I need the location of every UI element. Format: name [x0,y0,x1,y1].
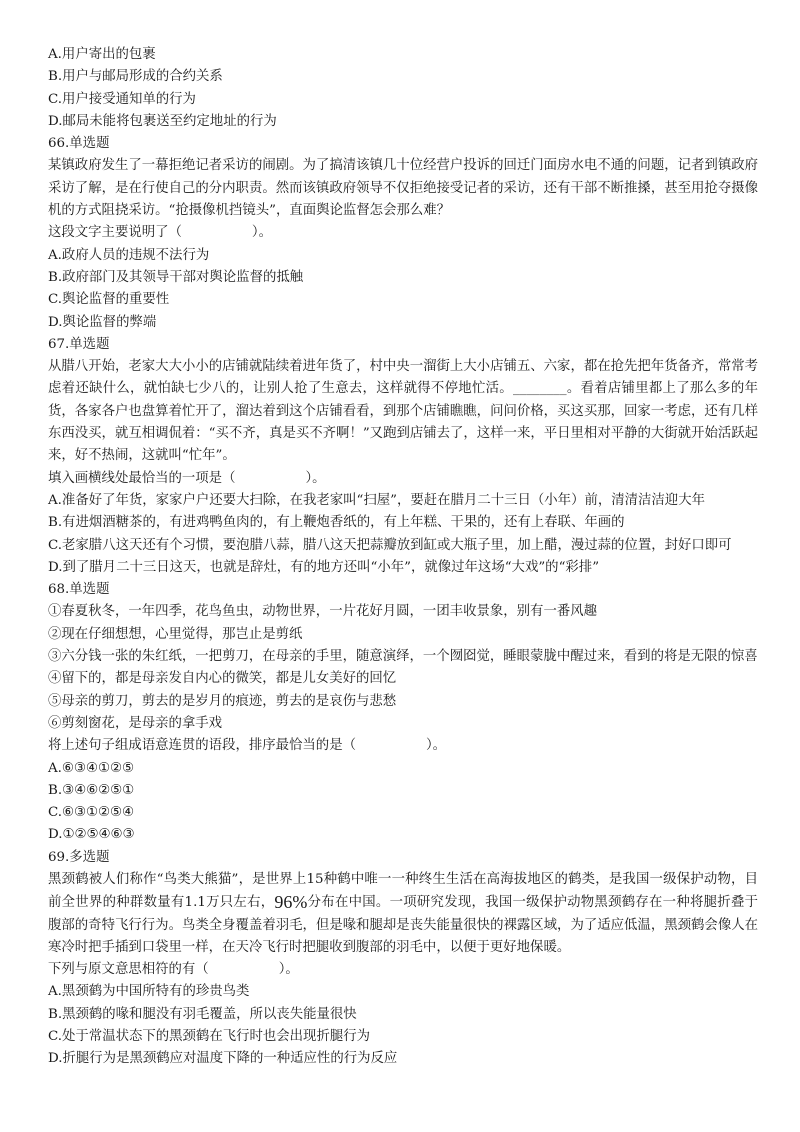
q66-option-c: C.舆论监督的重要性 [48,292,170,308]
exam-page [48,44,758,1071]
q67-option-a: A.准备好了年货，家家户户还要大扫除，在我老家叫“扫屋”，要赶在腊月二十三日（小年）前，清清洁洁迎大年 [48,492,705,508]
q66-option-b: B.政府部门及其领导干部对舆论监督的抵触 [48,269,304,285]
q66-header: 66.单选题 [48,136,110,152]
q68-stem [48,735,758,757]
q66-stem [48,222,758,244]
q67-option-b: B.有进烟酒糖茶的，有进鸡鸭鱼肉的，有上鞭炮香纸的，有上年糕、干果的，还有上春联、年画的 [48,515,625,531]
q68-sentence-5: ⑤母亲的剪刀，剪去的是岁月的痕迹，剪去的是哀伤与悲愁 [48,693,397,709]
q68-sentence-2: ②现在仔细想想，心里觉得，那岂止是剪纸 [48,626,303,642]
q67-stem [48,468,758,490]
q66-stem-b: ）。 [251,225,272,241]
question-68 [48,579,758,847]
q68-option-a: A.⑥③④①②⑤ [48,760,134,776]
question-66 [48,133,758,334]
q69-passage [48,869,758,959]
q65-option-c: C.用户接受通知单的行为 [48,91,196,107]
q66-option-a: A.政府人员的违规不法行为 [48,247,210,263]
q69-percent: 96% [274,892,308,913]
q69-stem-a: 下列与原文意思相符的有（ [48,962,209,978]
q68-option-d: D.①②⑤④⑥③ [48,827,135,843]
q65-options [48,44,758,133]
q69-option-d: D.折腿行为是黑颈鹤应对温度下降的一种适应性的行为反应 [48,1051,398,1067]
q69-option-b: B.黑颈鹤的喙和腿没有羽毛覆盖，所以丧失能量很快 [48,1006,357,1022]
q67-stem-b: ）。 [305,470,326,486]
question-69 [48,847,758,1071]
q66-option-d: D.舆论监督的弊端 [48,314,157,330]
q69-option-a: A.黑颈鹤为中国所特有的珍贵鸟类 [48,984,250,1000]
q68-stem-b: ）。 [425,738,447,754]
q69-stem-b: ）。 [278,962,299,978]
q68-header: 68.单选题 [48,582,110,598]
q67-passage: 从腊八开始，老家大大小小的店铺就陆续着进年货了，村中央一溜街上大小店铺五、六家，都在抢先把年货备齐，常常考虑着还缺什么，就怕缺七少八的，让别人抢了生意去，这样就得不停地忙活。________。看着店铺里都上了那么多的年货，各家各户也盘算着忙开了，溜达着到这个店铺看看，到那个店铺瞧瞧，问问价格，买这买那，回家一考虑，还有几样东西没买，就互相调侃着：“买不齐，真是买不齐啊！”又跑到店铺去了，这样一来，平日里相对平静的大街就开始活跃起来，好不热闹，这就叫“忙年”。 [48,359,758,464]
q69-passage-b: 分布在中国。一项研究发现，我国一级保护动物黑颈鹤存在一种将腿折叠于腹部的奇特飞行行为。鸟类全身覆盖着羽毛，但是喙和腿却是丧失能量很快的裸露区域，为了适应低温，黑颈鹤会像人在寒冷时把手插到口袋里一样，在天冷飞行时把腿收到腹部的羽毛中，以便于更好地保暖。 [48,895,759,955]
q69-passage-a: 黑颈鹤被人们称作“鸟类大熊猫”，是世界上15种鹤中唯一一种终生生活在高海拔地区的鹤类，是我国一级保护动物，目前全世界的种群数量有1.1万只左右， [48,871,758,911]
q65-option-b: B.用户与邮局形成的合约关系 [48,69,223,85]
q68-stem-a: 将上述句子组成语意连贯的语段，排序最恰当的是（ [48,738,356,754]
q67-option-d: D.到了腊月二十三日这天，也就是辞灶，有的地方还叫“小年”，就像过年这场“大戏”的“彩排” [48,559,600,575]
q68-sentence-6: ⑥剪刻窗花，是母亲的拿手戏 [48,715,223,731]
q69-option-c: C.处于常温状态下的黑颈鹤在飞行时也会出现折腿行为 [48,1029,371,1045]
q68-option-b: B.③④⑥②⑤① [48,782,135,798]
q67-option-c: C.老家腊八这天还有个习惯，要泡腊八蒜，腊八这天把蒜瓣放到缸或大瓶子里，加上醋，漫过蒜的位置，封好口即可 [48,537,732,553]
q66-passage: 某镇政府发生了一幕拒绝记者采访的闹剧。为了搞清该镇几十位经营户投诉的回迁门面房水电不通的问题，记者到镇政府采访了解，是在行使自己的分内职责。然而该镇政府领导不仅拒绝接受记者的采访，还有干部不断推搡，甚至用抢夺摄像机的方式阻挠采访。“抢摄像机挡镜头”，直面舆论监督怎会那么难？ [48,158,758,219]
q68-sentence-3: ③六分钱一张的朱红纸，一把剪刀，在母亲的手里，随意演绎，一个囫囵觉，睡眼蒙胧中醒过来，看到的将是无限的惊喜 [48,649,758,665]
q65-option-a: A.用户寄出的包裹 [48,47,156,62]
q69-header: 69.多选题 [48,849,110,865]
q69-stem [48,959,758,981]
question-67 [48,334,758,579]
q65-option-d: D.邮局未能将包裹送至约定地址的行为 [48,113,277,129]
q68-option-c: C.⑥③①②⑤④ [48,805,135,821]
q66-stem-a: 这段文字主要说明了（ [48,225,182,241]
q68-sentence-1: ①春夏秋冬，一年四季，花鸟鱼虫，动物世界，一片花好月圆，一团丰收景象，别有一番风趣 [48,604,598,620]
q67-stem-a: 填入画横线处最恰当的一项是（ [48,470,236,486]
q67-header: 67.单选题 [48,336,110,352]
q68-sentence-4: ④留下的，都是母亲发自内心的微笑，都是儿女美好的回忆 [48,671,397,687]
